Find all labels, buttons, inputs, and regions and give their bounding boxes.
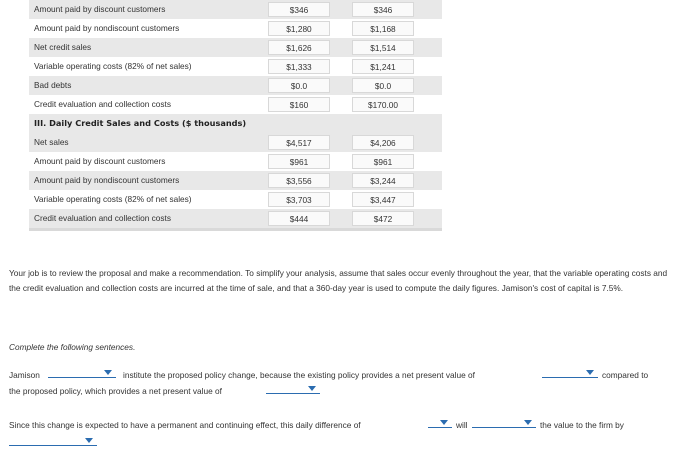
daily-difference-dropdown[interactable] xyxy=(428,417,452,428)
existing-policy-value: $961 xyxy=(268,154,330,169)
chevron-down-icon xyxy=(586,370,594,375)
existing-policy-value: $160 xyxy=(268,97,330,112)
existing-policy-value: $4,517 xyxy=(268,135,330,150)
table-row xyxy=(29,133,442,152)
chevron-down-icon xyxy=(524,420,532,425)
table-row xyxy=(29,171,442,190)
table-row xyxy=(29,152,442,171)
table-row xyxy=(29,38,442,57)
proposed-policy-value: $1,514 xyxy=(352,40,414,55)
sentence1-compared: compared to xyxy=(602,370,649,380)
sentence1-line2: the proposed policy, which provides a net present value of xyxy=(9,386,222,396)
effect-dropdown[interactable] xyxy=(472,417,536,428)
table-row xyxy=(29,114,442,133)
table-row xyxy=(29,0,442,19)
existing-policy-value: $0.0 xyxy=(268,78,330,93)
proposed-policy-value: $346 xyxy=(352,2,414,17)
existing-npv-dropdown[interactable] xyxy=(542,367,598,378)
existing-policy-value: $1,280 xyxy=(268,21,330,36)
row-label: Amount paid by discount customers xyxy=(34,4,166,14)
complete-prompt: Complete the following sentences. xyxy=(9,342,136,352)
sentence2-start: Since this change is expected to have a permanent and continuing effect, this daily difference of xyxy=(9,420,361,430)
sentence2-will: will xyxy=(456,420,468,430)
chevron-down-icon xyxy=(308,386,316,391)
proposed-policy-value: $3,447 xyxy=(352,192,414,207)
proposed-policy-value: $170.00 xyxy=(352,97,414,112)
existing-policy-value: $1,333 xyxy=(268,59,330,74)
row-label: Variable operating costs (82% of net sales) xyxy=(34,194,192,204)
row-label: Amount paid by nondiscount customers xyxy=(34,23,180,33)
existing-policy-value: $444 xyxy=(268,211,330,226)
section-heading: III. Daily Credit Sales and Costs ($ thousands) xyxy=(34,118,247,128)
sentence1-middle: institute the proposed policy change, because the existing policy provides a net present value of xyxy=(123,370,475,380)
table-row xyxy=(29,76,442,95)
chevron-down-icon xyxy=(104,370,112,375)
proposed-policy-value: $4,206 xyxy=(352,135,414,150)
chevron-down-icon xyxy=(440,420,448,425)
row-label: Variable operating costs (82% of net sales) xyxy=(34,61,192,71)
row-label: Credit evaluation and collection costs xyxy=(34,213,171,223)
table-row xyxy=(29,190,442,209)
proposed-policy-value: $3,244 xyxy=(352,173,414,188)
row-label: Net sales xyxy=(34,137,69,147)
existing-policy-value: $3,556 xyxy=(268,173,330,188)
table-bottom-rule xyxy=(29,228,442,231)
proposed-policy-value: $472 xyxy=(352,211,414,226)
row-label: Bad debts xyxy=(34,80,72,90)
proposed-policy-value xyxy=(352,116,414,131)
instructions-paragraph: Your job is to review the proposal and make a recommendation. To simplify your analysis, assume that sales occur evenly throughout the year, that the variable operating costs and the credit evaluation and collection costs are incurred at the time of sale, and that a 360-day year is used to compute the daily figures. Jamison's cost of capital is 7.5%. xyxy=(9,268,668,293)
proposed-npv-dropdown[interactable] xyxy=(266,383,320,394)
row-label: Amount paid by nondiscount customers xyxy=(34,175,180,185)
proposed-policy-value: $0.0 xyxy=(352,78,414,93)
proposed-policy-value: $961 xyxy=(352,154,414,169)
decision-dropdown[interactable] xyxy=(48,367,116,378)
table-row xyxy=(29,57,442,76)
table-row xyxy=(29,19,442,38)
proposed-policy-value: $1,241 xyxy=(352,59,414,74)
existing-policy-value: $346 xyxy=(268,2,330,17)
existing-policy-value xyxy=(268,116,330,131)
existing-policy-value: $3,703 xyxy=(268,192,330,207)
row-label: Credit evaluation and collection costs xyxy=(34,99,171,109)
existing-policy-value: $1,626 xyxy=(268,40,330,55)
sentence1-jamison: Jamison xyxy=(9,370,40,380)
value-change-dropdown[interactable] xyxy=(9,435,97,446)
row-label: Amount paid by discount customers xyxy=(34,156,166,166)
table-row xyxy=(29,209,442,228)
table-row xyxy=(29,95,442,114)
sentence2-end: the value to the firm by xyxy=(540,420,624,430)
proposed-policy-value: $1,168 xyxy=(352,21,414,36)
chevron-down-icon xyxy=(85,438,93,443)
row-label: Net credit sales xyxy=(34,42,92,52)
